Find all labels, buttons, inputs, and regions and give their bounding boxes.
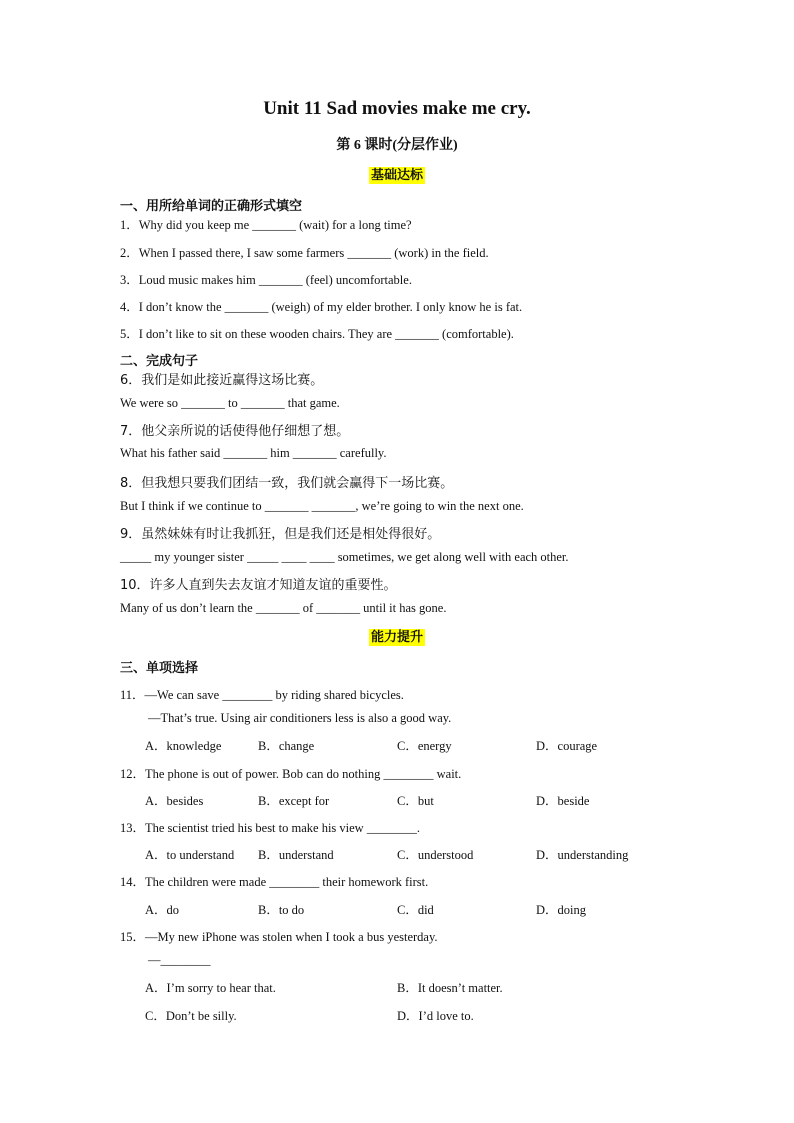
question-9-chinese: 9．虽然妹妹有时让我抓狂，但是我们还是相处得很好。 [120,527,441,542]
question-10-english: Many of us don’t learn the _______ of _______ until it has gone. [120,601,447,615]
section1-heading: 一、用所给单词的正确形式填空 [120,199,303,214]
q11-option-a: A．knowledge [145,739,222,753]
question-8-english: But I think if we continue to _______ _______, we’re going to win the next one. [120,499,524,513]
question-9-english: _____ my younger sister _____ ____ ____ sometimes, we get along well with each other. [120,550,569,564]
q13-option-c: C．understood [397,848,474,862]
question-15-stem: 15．—My new iPhone was stolen when I took a bus yesterday. [120,930,438,944]
page-title: Unit 11 Sad movies make me cry. [263,98,531,119]
q13-option-d: D．understanding [536,848,629,862]
question-6-chinese: 6．我们是如此接近赢得这场比赛。 [120,373,324,388]
section2-heading: 二、完成句子 [120,354,199,369]
level-advanced-label: 能力提升 [370,630,423,645]
q14-option-b: B．to do [258,903,305,917]
q14-option-c: C．did [397,903,434,917]
q13-option-b: B．understand [258,848,334,862]
q11-option-c: C．energy [397,739,452,753]
q12-option-a: A．besides [145,794,204,808]
question-11-stem: 11．—We can save ________ by riding shared bicycles. [120,688,404,702]
q12-option-b: B．except for [258,794,330,808]
question-15-reply: —________ [148,953,211,967]
lesson-subtitle: 第 6 课时(分层作业) [336,138,458,153]
question-10-chinese: 10．许多人直到失去友谊才知道友谊的重要性。 [120,578,397,593]
level-advanced-badge [0,626,794,646]
q15-option-a: A．I’m sorry to hear that. [145,981,276,995]
q11-option-d: D．courage [536,739,598,753]
question-3: 3．Loud music makes him _______ (feel) uncomfortable. [120,273,412,287]
q15-option-d: D．I’d love to. [397,1009,474,1023]
q12-option-c: C．but [397,794,434,808]
question-8-chinese: 8．但我想只要我们团结一致，我们就会赢得下一场比赛。 [120,476,454,491]
q12-option-d: D．beside [536,794,590,808]
level-basic-badge [0,164,794,184]
section3-heading: 三、单项选择 [120,661,199,676]
question-13-stem: 13．The scientist tried his best to make his view ________. [120,821,420,835]
question-5: 5．I don’t like to sit on these wooden chairs. They are _______ (comfortable). [120,327,514,341]
question-2: 2．When I passed there, I saw some farmers _______ (work) in the field. [120,246,489,260]
q13-option-a: A．to understand [145,848,235,862]
q11-option-b: B．change [258,739,315,753]
level-basic-label: 基础达标 [370,168,423,183]
q14-option-a: A．do [145,903,180,917]
q15-option-b: B．It doesn’t matter. [397,981,503,995]
question-14-stem: 14．The children were made ________ their homework first. [120,875,429,889]
question-7-english: What his father said _______ him _______ carefully. [120,446,387,460]
question-1: 1．Why did you keep me _______ (wait) for a long time? [120,218,412,232]
q15-option-c: C．Don’t be silly. [145,1009,237,1023]
question-7-chinese: 7．他父亲所说的话使得他仔细想了想。 [120,424,350,439]
question-12-stem: 12．The phone is out of power. Bob can do nothing ________ wait. [120,767,462,781]
question-6-english: We were so _______ to _______ that game. [120,396,340,410]
question-11-reply: —That’s true. Using air conditioners less is also a good way. [148,711,452,725]
q14-option-d: D．doing [536,903,587,917]
question-4: 4．I don’t know the _______ (weigh) of my elder brother. I only know he is fat. [120,300,523,314]
